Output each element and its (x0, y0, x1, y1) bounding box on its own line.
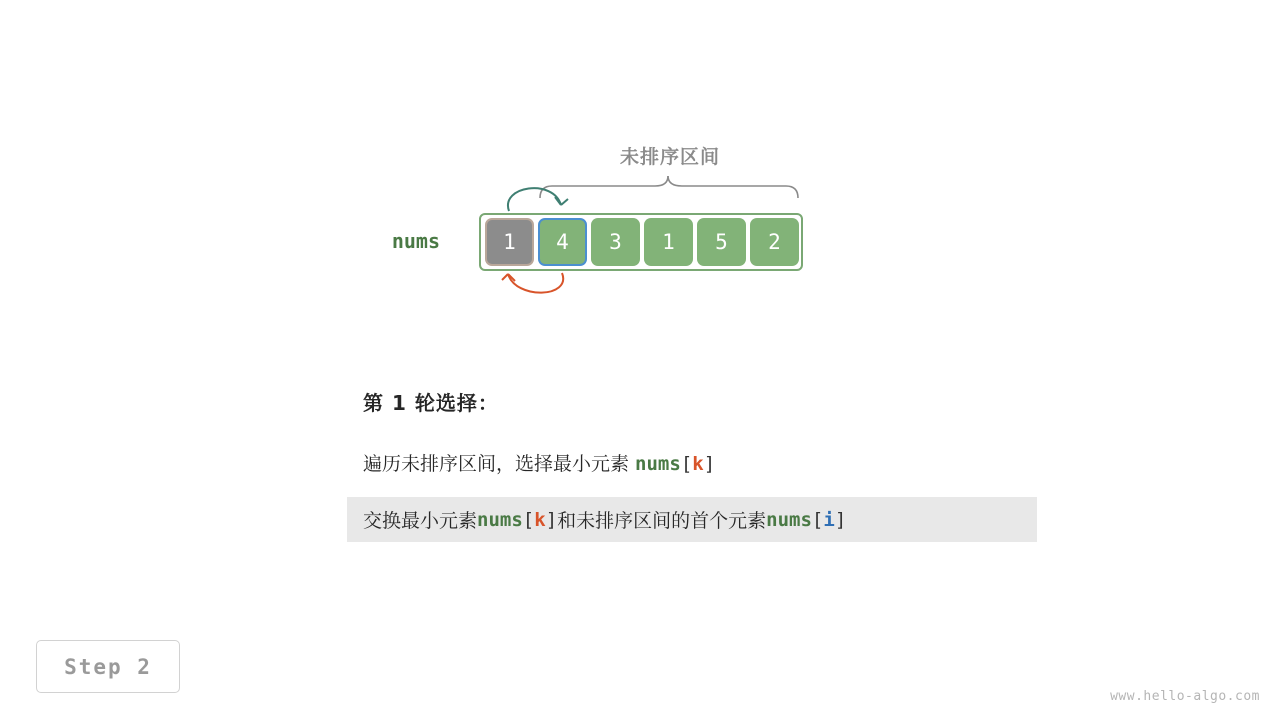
array-name-label: nums (391, 229, 440, 253)
array-diagram (0, 0, 1280, 330)
code-bracket-close: ] (834, 508, 847, 531)
swap-arrow-bottom (502, 273, 563, 293)
array-cell[interactable]: 5 (697, 218, 746, 266)
code-bracket-close: ] (545, 508, 558, 531)
array-cell[interactable]: 3 (591, 218, 640, 266)
diagram-annotations (0, 0, 1280, 330)
unsorted-range-label: 未排序区间 (619, 146, 720, 168)
code-index-k: k (692, 453, 704, 475)
code-nums: nums (635, 453, 681, 475)
code-index-k: k (534, 508, 546, 531)
step-line-traverse (363, 449, 715, 476)
step-line-swap-middle: 和未排序区间的首个元素 (557, 510, 767, 532)
array-cell[interactable]: 2 (750, 218, 799, 266)
step-line-traverse-text: 遍历未排序区间，选择最小元素 (363, 453, 636, 475)
code-bracket-open: [ (680, 453, 693, 475)
swap-arrow-top (508, 188, 568, 211)
code-nums: nums (477, 508, 523, 531)
array-cell[interactable]: 1 (644, 218, 693, 266)
code-bracket-open: [ (522, 508, 535, 531)
step-badge: Step 2 (36, 640, 180, 693)
watermark: www.hello-algo.com (1110, 689, 1260, 704)
array-cell[interactable]: 1 (485, 218, 534, 266)
array-cell[interactable]: 4 (538, 218, 587, 266)
step-line-swap (347, 497, 1037, 542)
array-cells (485, 218, 799, 266)
code-bracket-close: ] (703, 453, 716, 475)
unsorted-range-brace (540, 176, 798, 198)
code-nums: nums (766, 508, 812, 531)
step-line-swap-prefix: 交换最小元素 (363, 510, 478, 532)
code-bracket-open: [ (811, 508, 824, 531)
round-title: 第 1 轮选择： (363, 391, 499, 415)
code-index-i: i (823, 508, 835, 531)
